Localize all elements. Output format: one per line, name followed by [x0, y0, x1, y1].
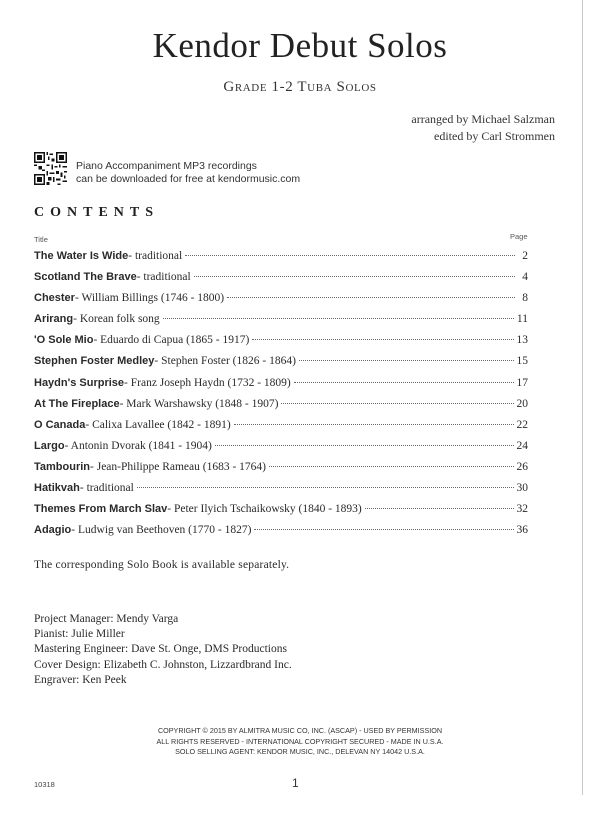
dot-leader	[269, 466, 514, 467]
toc-composer: - traditional	[79, 482, 134, 495]
dot-leader	[163, 318, 514, 319]
staff-credit-line: Cover Design: Elizabeth C. Johnston, Lizzardbrand Inc.	[34, 658, 292, 671]
toc-row[interactable]	[34, 461, 528, 482]
toc-row[interactable]	[34, 503, 528, 524]
toc-composer: - traditional	[128, 250, 183, 262]
toc-row[interactable]	[34, 440, 528, 461]
toc-page-number: 15	[516, 355, 528, 368]
toc-page-number: 20	[516, 397, 528, 410]
copyright-line: ALL RIGHTS RESERVED - INTERNATIONAL COPYRIGHT SECURED - MADE IN U.S.A.	[156, 736, 444, 746]
staff-credit-line: Pianist: Julie Miller	[34, 628, 125, 641]
dot-leader	[294, 382, 514, 383]
toc-page-number: 2	[522, 250, 528, 262]
dot-leader	[254, 529, 513, 530]
toc-composer: - Calixa Lavallee (1842 - 1891)	[85, 418, 231, 431]
toc-title: Themes From March Slav	[34, 503, 168, 516]
toc-page-number: 36	[516, 524, 528, 537]
toc-page-number: 8	[522, 292, 528, 305]
toc-page-number: 17	[516, 376, 528, 389]
toc-composer: - Stephen Foster (1826 - 1864)	[154, 355, 296, 368]
dot-leader	[194, 276, 515, 277]
toc-page-number: 13	[516, 334, 528, 347]
staff-credit-line: Mastering Engineer: Dave St. Onge, DMS Productions	[34, 643, 287, 656]
toc-composer: - Ludwig van Beethoven (1770 - 1827)	[71, 524, 252, 537]
toc-composer: - Mark Warshawsky (1848 - 1907)	[119, 397, 279, 410]
column-title-label: Title	[34, 235, 48, 244]
toc-title: Haydn's Surprise	[34, 376, 125, 389]
page-subtitle: Grade 1-2 Tuba Solos	[223, 79, 377, 95]
toc-composer: - traditional	[136, 271, 191, 284]
staff-credit-line: Engraver: Ken Peek	[34, 673, 127, 686]
toc-composer: - Jean-Philippe Rameau (1683 - 1764)	[90, 460, 266, 473]
toc-title: Tambourin	[34, 460, 91, 473]
toc-title: O Canada	[34, 418, 86, 431]
toc-title: Stephen Foster Medley	[34, 355, 155, 368]
toc-row[interactable]	[34, 377, 528, 398]
toc-page-number: 22	[516, 418, 528, 431]
staff-credits	[34, 612, 292, 688]
qr-code-icon[interactable]	[34, 152, 67, 185]
toc-row[interactable]	[34, 355, 528, 376]
toc-composer: - Antonin Dvorak (1841 - 1904)	[64, 439, 212, 452]
toc-title: Adagio	[34, 524, 72, 537]
copyright-line: COPYRIGHT © 2015 BY ALMITRA MUSIC CO, INC. (ASCAP) - USED BY PERMISSION	[157, 726, 443, 735]
table-of-contents	[34, 250, 528, 545]
toc-title: 'O Sole Mio	[34, 334, 94, 347]
toc-title: Arirang	[34, 313, 74, 326]
dot-leader	[227, 297, 515, 298]
toc-title: Scotland The Brave	[34, 271, 137, 284]
toc-row[interactable]	[34, 271, 528, 292]
dot-leader	[252, 339, 513, 340]
toc-row[interactable]	[34, 482, 528, 503]
toc-title: Largo	[34, 439, 65, 452]
dot-leader	[185, 255, 515, 256]
toc-composer: - Franz Joseph Haydn (1732 - 1809)	[124, 376, 291, 389]
toc-page-number: 32	[516, 503, 528, 516]
toc-row[interactable]	[34, 313, 528, 334]
dot-leader	[281, 403, 513, 404]
mp3-note	[76, 160, 300, 186]
toc-row[interactable]	[34, 292, 528, 313]
contents-heading: CONTENTS	[34, 205, 160, 220]
toc-composer: - William Billings (1746 - 1800)	[74, 292, 225, 305]
toc-page-number: 30	[516, 482, 528, 495]
arranger-credit: arranged by Michael Salzman	[411, 112, 555, 126]
toc-composer: - Eduardo di Capua (1865 - 1917)	[93, 334, 250, 347]
toc-row[interactable]	[34, 398, 528, 419]
catalog-number: 10318	[34, 780, 55, 789]
toc-page-number: 24	[516, 439, 528, 452]
toc-title: At The Fireplace	[34, 397, 120, 410]
copyright-line: SOLO SELLING AGENT: KENDOR MUSIC, INC., DELEVAN NY 14042 U.S.A.	[175, 747, 425, 756]
toc-title: Chester	[34, 292, 75, 305]
toc-row[interactable]	[34, 419, 528, 440]
toc-page-number: 26	[516, 460, 528, 473]
solo-book-note: The corresponding Solo Book is available separately.	[34, 559, 290, 571]
staff-credit-line: Project Manager: Mendy Varga	[34, 613, 179, 625]
dot-leader	[234, 424, 514, 425]
dot-leader	[299, 360, 514, 361]
page-edge	[582, 0, 583, 795]
dot-leader	[137, 487, 514, 488]
toc-page-number: 11	[516, 313, 528, 326]
page-title: Kendor Debut Solos	[152, 26, 448, 65]
toc-composer: - Peter Ilyich Tschaikowsky (1840 - 1893)	[167, 503, 362, 516]
toc-title: Hatikvah	[34, 482, 80, 495]
column-page-label: Page	[510, 232, 528, 241]
dot-leader	[215, 445, 514, 446]
mp3-note-line-1: Piano Accompaniment MP3 recordings	[76, 160, 257, 172]
toc-row[interactable]	[34, 334, 528, 355]
toc-page-number: 4	[522, 271, 528, 284]
dot-leader	[365, 508, 514, 509]
credits	[411, 111, 555, 145]
toc-row[interactable]	[34, 524, 528, 545]
toc-title: The Water Is Wide	[34, 250, 129, 262]
editor-credit: edited by Carl Strommen	[434, 129, 555, 143]
mp3-note-line-2: can be downloaded for free at kendormusic.com	[76, 173, 301, 185]
toc-composer: - Korean folk song	[73, 313, 160, 326]
toc-row[interactable]	[34, 250, 528, 271]
copyright-notice	[0, 726, 600, 758]
page-number: 1	[292, 776, 299, 790]
